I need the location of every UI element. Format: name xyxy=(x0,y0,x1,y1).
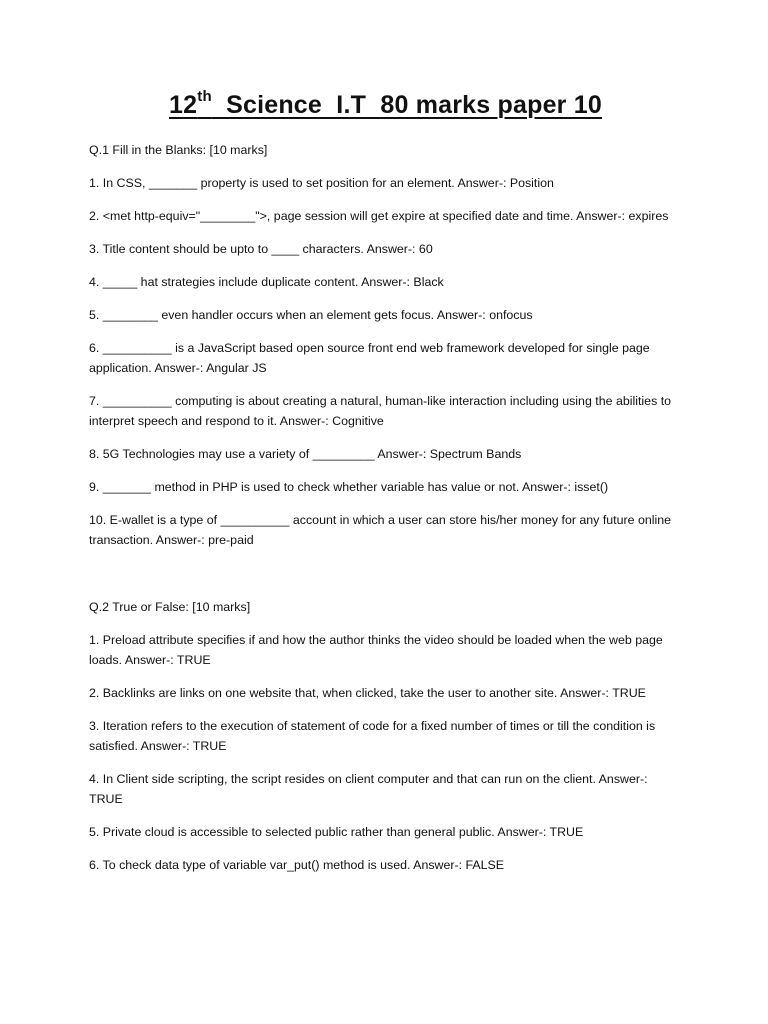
question-item: 5. ________ even handler occurs when an element gets focus. Answer-: onfocus xyxy=(89,308,533,322)
page-title-text xyxy=(169,88,602,119)
section-q2 xyxy=(89,597,682,875)
page-title xyxy=(89,88,682,122)
question-item: 8. 5G Technologies may use a variety of _________ Answer-: Spectrum Bands xyxy=(89,447,522,461)
question-item: 3. Title content should be upto to ____ characters. Answer-: 60 xyxy=(89,242,433,256)
section-spacer xyxy=(89,563,682,597)
question-item: 5. Private cloud is accessible to selected public rather than general public. Answer-: TRUE xyxy=(89,825,584,839)
question-item: 4. _____ hat strategies include duplicate content. Answer-: Black xyxy=(89,275,444,289)
question-item: 4. In Client side scripting, the script resides on client computer and that can run on the client. Answer-: TRUE xyxy=(89,772,648,806)
section-q1 xyxy=(89,140,682,550)
title-superscript: th xyxy=(197,88,212,105)
question-item: 1. In CSS, _______ property is used to set position for an element. Answer-: Position xyxy=(89,176,554,190)
section-heading: Q.1 Fill in the Blanks: [10 marks] xyxy=(89,143,268,157)
question-item: 7. __________ computing is about creating a natural, human-like interaction including using the abilities to interpret speech and respond to it. Answer-: Cognitive xyxy=(89,394,672,428)
title-number: 12 xyxy=(169,91,198,119)
question-item: 6. To check data type of variable var_put() method is used. Answer-: FALSE xyxy=(89,858,505,872)
section-heading: Q.2 True or False: [10 marks] xyxy=(89,600,251,614)
question-item: 1. Preload attribute specifies if and how the author thinks the video should be loaded when the web page loads. Answer-: TRUE xyxy=(89,633,663,667)
question-item: 10. E-wallet is a type of __________ account in which a user can store his/her money for any future online transaction. Answer-: pre-paid xyxy=(89,513,672,547)
question-item: 9. _______ method in PHP is used to check whether variable has value or not. Answer-: isset() xyxy=(89,480,609,494)
question-item: 3. Iteration refers to the execution of statement of code for a fixed number of times or till the condition is satisfied. Answer-: TRUE xyxy=(89,719,656,753)
question-item: 6. __________ is a JavaScript based open source front end web framework developed for single page application. Answer-: Angular JS xyxy=(89,341,650,375)
question-item: 2. Backlinks are links on one website that, when clicked, take the user to another site. Answer-: TRUE xyxy=(89,686,646,700)
title-rest: Science I.T 80 marks paper 10 xyxy=(211,91,602,119)
question-item: 2. <met http-equiv="________">, page session will get expire at specified date and time. Answer-: expires xyxy=(89,209,669,223)
